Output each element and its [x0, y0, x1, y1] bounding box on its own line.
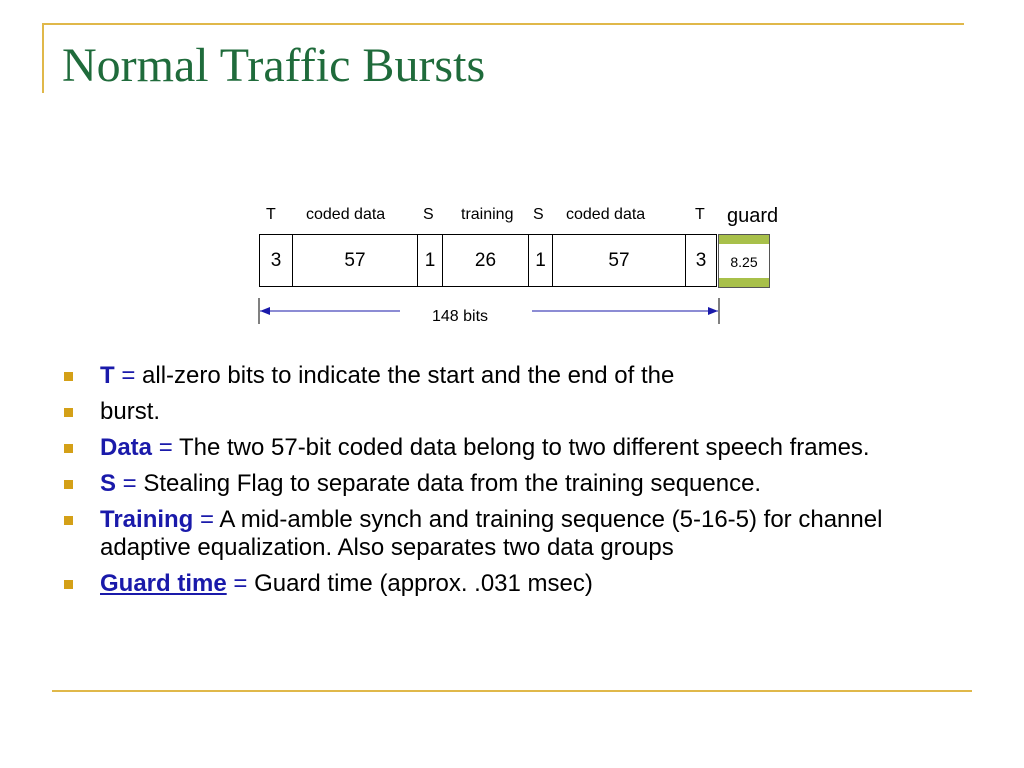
bottom-rule: [52, 690, 972, 692]
definition-text: Stealing Flag to separate data from the training sequence.: [143, 470, 762, 497]
term-label: S: [100, 470, 117, 497]
bullet-icon: [64, 444, 73, 453]
term-label: Data: [100, 434, 153, 461]
arrowhead-left-icon: [260, 307, 270, 315]
list-item: [60, 506, 970, 562]
term-label: T: [100, 362, 115, 389]
list-item: [60, 434, 970, 462]
span-arrow: [250, 290, 730, 330]
cell-coded-data-2: 57: [553, 235, 686, 286]
header-t1: T: [266, 206, 276, 223]
definition-list: [60, 362, 970, 606]
list-item: [60, 398, 970, 426]
header-coded-data-1: coded data: [306, 206, 386, 223]
term-label: Training: [100, 506, 194, 533]
definition-text: all-zero bits to indicate the start and the end of the: [142, 362, 675, 389]
list-item: [60, 362, 970, 390]
equals-sign: =: [116, 470, 144, 497]
term-link-guard-time[interactable]: Guard time: [100, 570, 227, 597]
header-coded-data-2: coded data: [566, 206, 646, 223]
equals-sign: =: [152, 434, 179, 461]
header-t2: T: [695, 206, 705, 223]
burst-row: [259, 234, 717, 287]
cell-tail-bits-1: 3: [260, 235, 293, 286]
definition-text: burst.: [100, 398, 161, 425]
definition-text: A mid-amble synch and training sequence (5-16-5) for channel adaptive equalization. Also separates two data groups: [100, 506, 883, 561]
arrowhead-right-icon: [708, 307, 718, 315]
header-s1: S: [423, 206, 434, 223]
definition-text: Guard time (approx. .031 msec): [254, 570, 593, 597]
definition-text: The two 57-bit coded data belong to two different speech frames.: [178, 434, 870, 461]
cell-stealing-flag-1: 1: [418, 235, 443, 286]
cell-training: 26: [443, 235, 529, 286]
slide-title: Normal Traffic Bursts: [62, 39, 486, 92]
list-item: [60, 470, 970, 498]
header-s2: S: [533, 206, 544, 223]
equals-sign: =: [226, 570, 255, 597]
cell-coded-data-1: 57: [293, 235, 418, 286]
top-rule: [42, 23, 964, 25]
bullet-icon: [64, 372, 73, 381]
list-item: [60, 570, 970, 598]
equals-sign: =: [193, 506, 220, 533]
equals-sign: =: [114, 362, 143, 389]
cell-stealing-flag-2: 1: [529, 235, 553, 286]
bullet-icon: [64, 480, 73, 489]
header-training: training: [461, 206, 514, 223]
span-label: 148 bits: [432, 308, 489, 325]
guard-value: 8.25: [730, 254, 758, 270]
header-guard: guard: [727, 205, 779, 227]
guard-band-bottom: [719, 278, 769, 287]
bullet-icon: [64, 516, 73, 525]
cell-tail-bits-2: 3: [695, 249, 707, 271]
guard-band-top: [719, 235, 769, 244]
guard-cell: [718, 234, 770, 288]
bullet-icon: [64, 408, 73, 417]
bullet-icon: [64, 580, 73, 589]
left-rule: [42, 23, 44, 93]
